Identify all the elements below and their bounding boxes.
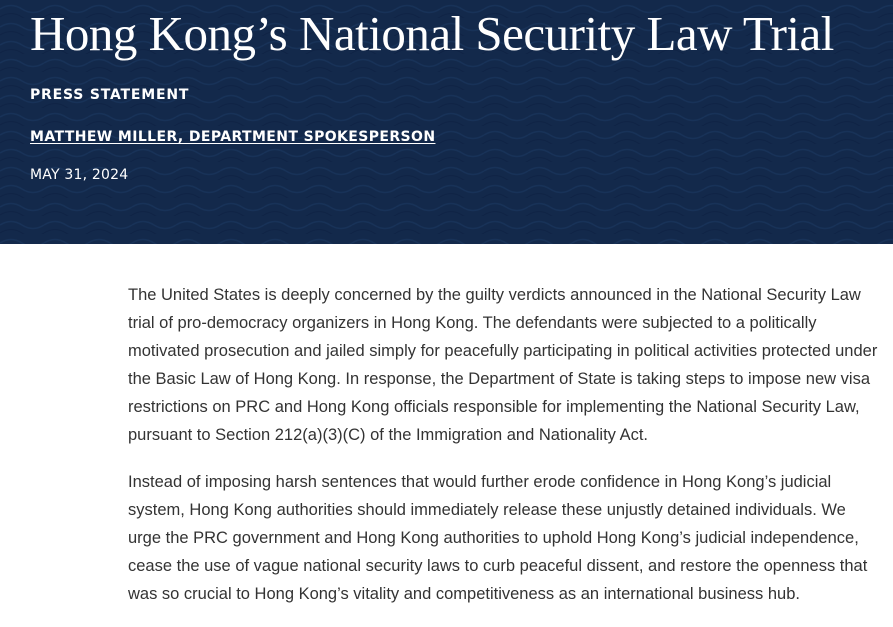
page-title: Hong Kong’s National Security Law Trial: [30, 6, 834, 61]
spokesperson-link[interactable]: MATTHEW MILLER, DEPARTMENT SPOKESPERSON: [30, 129, 436, 145]
title-banner: [0, 0, 893, 244]
body-paragraph: The United States is deeply concerned by the guilty verdicts announced in the National Security Law trial of pro-democracy organizers in Hong Kong. The defendants were subjected to a politically motivated prosecution and jailed simply for peacefully participating in political activities protected under the Basic Law of Hong Kong. In response, the Department of State is taking steps to impose new visa restrictions on PRC and Hong Kong officials responsible for implementing the National Security Law, pursuant to Section 212(a)(3)(C) of the Immigration and Nationality Act.: [128, 286, 878, 444]
article-body: [128, 281, 880, 627]
body-paragraph: Instead of imposing harsh sentences that would further erode confidence in Hong Kong’s judicial system, Hong Kong authorities should immediately release these unjustly detained individuals. We urge the PRC government and Hong Kong authorities to uphold Hong Kong’s judicial independence, cease the use of vague national security laws to curb peaceful dissent, and restore the openness that was so crucial to Hong Kong’s vitality and competitiveness as an international business hub.: [128, 473, 868, 603]
document-type-label: PRESS STATEMENT: [30, 87, 190, 103]
publication-date: MAY 31, 2024: [30, 167, 129, 183]
